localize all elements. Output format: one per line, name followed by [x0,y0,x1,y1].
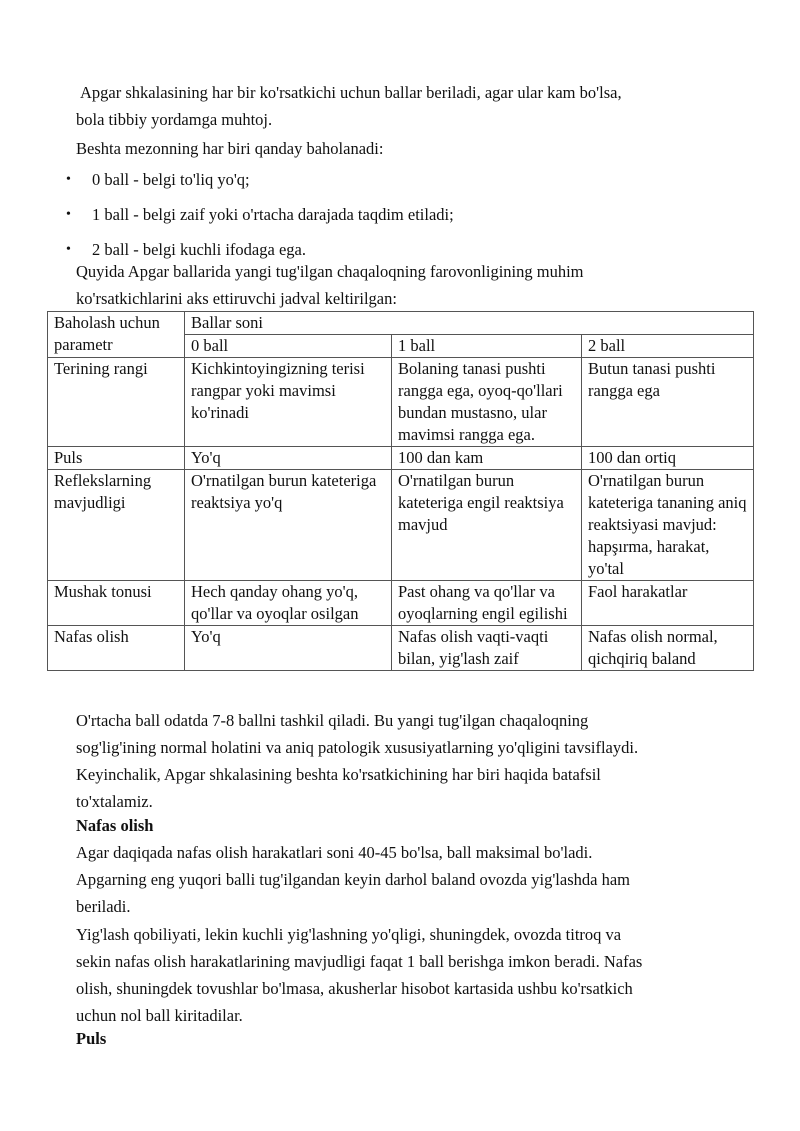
row-score-1-cell: Nafas olish vaqti-vaqti bilan, yig'lash zaif [392,626,582,671]
row-score-2-cell: O'rnatilgan burun kateteriga tananing aniq reaktsiyasi mavjud: hapşırma, harakat, yo'tal [582,470,754,581]
row-score-0-cell: Kichkintoyingizning terisi rangpar yoki mavimsi ko'rinadi [185,358,392,447]
bullet-text: 2 ball - belgi kuchli ifodaga ega. [92,240,306,259]
bullet-text: 0 ball - belgi to'liq yo'q; [92,170,250,189]
after-table-line-4: to'xtalamiz. [76,792,153,811]
row-score-0-cell: Yo'q [185,447,392,470]
breathing-p1-line-1: Agar daqiqada nafas olish harakatlari soni 40-45 bo'lsa, ball maksimal bo'ladi. [76,843,593,862]
section-heading-pulse: Puls [76,1029,107,1048]
table-header-row [48,312,754,335]
row-parameter-cell: Mushak tonusi [48,581,185,626]
header-scores-cell: Ballar soni [185,312,754,335]
row-parameter-cell: Reflekslarning mavjudligi [48,470,185,581]
row-parameter-cell: Nafas olish [48,626,185,671]
header-parameter-cell: Baholash uchun parametr [48,312,185,358]
breathing-p1-line-3: beriladi. [76,897,131,916]
table-row [48,470,754,581]
row-parameter-cell: Terining rangi [48,358,185,447]
breathing-p2-line-1: Yig'lash qobiliyati, lekin kuchli yig'lashning yo'qligi, shuningdek, ovozda titroq va [76,925,622,944]
breathing-p1-line-2: Apgarning eng yuqori balli tug'ilgandan keyin darhol baland ovozda yig'lashda ham [76,870,630,889]
row-score-1-cell: O'rnatilgan burun kateteriga engil reaktsiya mavjud [392,470,582,581]
row-score-2-cell: Butun tanasi pushti rangga ega [582,358,754,447]
intro-line-1: Apgar shkalasining har bir ko'rsatkichi uchun ballar beriladi, agar ular kam bo'lsa, [80,83,622,102]
table-row [48,626,754,671]
table-row [48,358,754,447]
table-row [48,447,754,470]
breathing-p2-line-4: uchun nol ball kiritadilar. [76,1006,243,1025]
row-score-0-cell: Yo'q [185,626,392,671]
row-score-0-cell: O'rnatilgan burun kateteriga reaktsiya yo'q [185,470,392,581]
breathing-p2-line-3: olish, shuningdek tovushlar bo'lmasa, akusherlar hisobot kartasida ushbu ko'rsatkich [76,979,633,998]
bullet-text: 1 ball - belgi zaif yoki o'rtacha darajada taqdim etiladi; [92,205,454,224]
intro-line-2: bola tibbiy yordamga muhtoj. [76,110,273,129]
row-score-2-cell: Faol harakatlar [582,581,754,626]
table-intro-line-1: Quyida Apgar ballarida yangi tug'ilgan chaqaloqning farovonligining muhim [76,262,584,281]
table-row [48,581,754,626]
score-bullet-list [60,167,454,272]
after-table-line-1: O'rtacha ball odatda 7-8 ballni tashkil qiladi. Bu yangi tug'ilgan chaqaloqning [76,711,589,730]
after-table-line-2: sog'lig'ining normal holatini va aniq patologik xususiyatlarning yo'qligini tavsiflaydi. [76,738,639,757]
row-score-2-cell: 100 dan ortiq [582,447,754,470]
bullet-dot-icon: • [66,242,71,257]
bullet-item [60,202,454,237]
bullet-dot-icon: • [66,172,71,187]
apgar-score-table [47,311,754,671]
header-score-1: 1 ball [392,335,582,358]
row-score-0-cell: Hech qanday ohang yo'q, qo'llar va oyoqlar osilgan [185,581,392,626]
bullet-dot-icon: • [66,207,71,222]
row-parameter-cell: Puls [48,447,185,470]
breathing-p2-line-2: sekin nafas olish harakatlarining mavjudligi faqat 1 ball berishga imkon beradi. Nafas [76,952,643,971]
table-intro-line-2: ko'rsatkichlarini aks ettiruvchi jadval keltirilgan: [76,289,397,308]
row-score-1-cell: Bolaning tanasi pushti rangga ega, oyoq-qo'llari bundan mustasno, ular mavimsi rangga ega. [392,358,582,447]
row-score-1-cell: 100 dan kam [392,447,582,470]
row-score-1-cell: Past ohang va qo'llar va oyoqlarning engil egilishi [392,581,582,626]
row-score-2-cell: Nafas olish normal, qichqiriq baland [582,626,754,671]
intro-line-3: Beshta mezonning har biri qanday baholanadi: [76,139,384,158]
header-score-0: 0 ball [185,335,392,358]
bullet-item [60,167,454,202]
after-table-line-3: Keyinchalik, Apgar shkalasining beshta ko'rsatkichining har biri haqida batafsil [76,765,601,784]
section-heading-breathing: Nafas olish [76,816,154,835]
header-score-2: 2 ball [582,335,754,358]
